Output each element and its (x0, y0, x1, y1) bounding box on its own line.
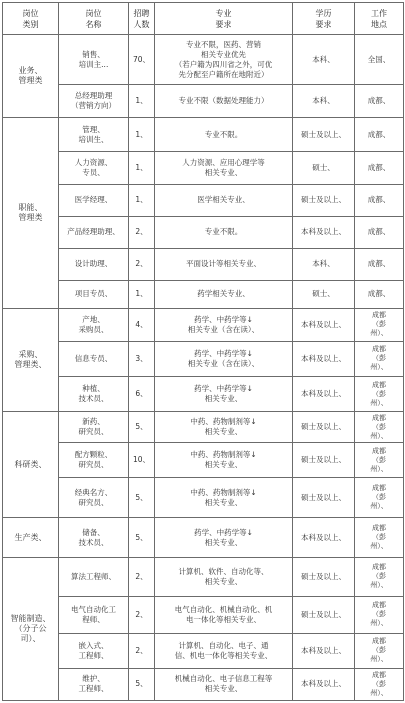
location-cell: 成都、 (355, 248, 404, 280)
position-cell: 管理、 培训生、 (59, 118, 129, 152)
location-cell: 成都 （彭 州）、 (355, 633, 404, 668)
headcount-cell: 1、 (129, 152, 155, 185)
position-cell: 经典名方、 研究员、 (59, 478, 129, 518)
table-row (3, 280, 404, 308)
header-category: 岗位 类别 (3, 3, 59, 35)
position-cell: 算法工程师、 (59, 558, 129, 596)
location-cell: 成都 （彭 州）、 (355, 478, 404, 518)
major-cell: 药学、中药学等↓ 相关专业（含在读）、 (155, 308, 293, 341)
category-cell: 业务、 管理类 (3, 35, 59, 118)
table-row (3, 118, 404, 152)
table-row (3, 518, 404, 558)
location-cell: 成都 （彭 州）、 (355, 596, 404, 633)
category-cell: 智能制造、 （分子公 司）、 (3, 558, 59, 701)
position-cell: 嵌入式、 工程师、 (59, 633, 129, 668)
education-cell: 硕士、 (293, 152, 355, 185)
headcount-cell: 10、 (129, 443, 155, 478)
category-cell: 科研类、 (3, 412, 59, 518)
position-cell: 储备、 技术员、 (59, 518, 129, 558)
table-row (3, 35, 404, 85)
education-cell: 本科、 (293, 85, 355, 118)
recruitment-table (2, 2, 404, 701)
category-cell: 职能、 管理类 (3, 118, 59, 309)
location-cell: 成都、 (355, 118, 404, 152)
position-cell: 设计助理、 (59, 248, 129, 280)
position-cell: 销售、 培训主... (59, 35, 129, 85)
position-cell: 产地、 采购员、 (59, 308, 129, 341)
header-education: 学历 要求 (293, 3, 355, 35)
header-row (3, 3, 404, 35)
headcount-cell: 70、 (129, 35, 155, 85)
location-cell: 成都、 (355, 185, 404, 216)
location-cell: 成都 （彭 州）、 (355, 558, 404, 596)
education-cell: 本科、 (293, 248, 355, 280)
category-cell: 采购、 管理类、 (3, 308, 59, 411)
position-cell: 维护、 工程师、 (59, 668, 129, 700)
location-cell: 成都、 (355, 152, 404, 185)
major-cell: 电气自动化、机械自动化、机 电一体化等相关专业、 (155, 596, 293, 633)
position-cell: 种植、 技术员、 (59, 376, 129, 411)
table-row (3, 185, 404, 216)
table-row (3, 668, 404, 700)
location-cell: 成都 （彭 州）、 (355, 412, 404, 443)
major-cell: 药学、中药学等↓ 相关专业（含在读）、 (155, 341, 293, 376)
major-cell: 专业不限。 (155, 216, 293, 248)
table-row (3, 412, 404, 443)
major-cell: 专业不限。 (155, 118, 293, 152)
location-cell: 成都 （彭 州）、 (355, 341, 404, 376)
major-cell: 医学相关专业、 (155, 185, 293, 216)
position-cell: 电气自动化工 程师、 (59, 596, 129, 633)
table-row (3, 633, 404, 668)
education-cell: 硕士及以上、 (293, 412, 355, 443)
education-cell: 硕士及以上、 (293, 118, 355, 152)
major-cell: 计算机、自动化、电子、通 信、机电一体化等相关专业、 (155, 633, 293, 668)
headcount-cell: 2、 (129, 596, 155, 633)
position-cell: 信息专员、 (59, 341, 129, 376)
headcount-cell: 1、 (129, 185, 155, 216)
position-cell: 配方颗粒、 研究员、 (59, 443, 129, 478)
location-cell: 成都、 (355, 216, 404, 248)
location-cell: 成都 （彭 州）、 (355, 518, 404, 558)
position-cell: 人力资源、 专员、 (59, 152, 129, 185)
table-row (3, 85, 404, 118)
major-cell: 人力资源、应用心理学等 相关专业、 (155, 152, 293, 185)
major-cell: 专业不限（数据处理能力） (155, 85, 293, 118)
headcount-cell: 1、 (129, 280, 155, 308)
headcount-cell: 5、 (129, 412, 155, 443)
table-row (3, 443, 404, 478)
header-major: 专业 要求 (155, 3, 293, 35)
table-row (3, 341, 404, 376)
category-cell: 生产类、 (3, 518, 59, 558)
major-cell: 专业不限，医药、营销 相关专业优先 （若户籍为四川省之外，可优 先分配至户籍所在地附近） (155, 35, 293, 85)
headcount-cell: 4、 (129, 308, 155, 341)
education-cell: 本科及以上、 (293, 633, 355, 668)
location-cell: 成都 （彭 州）、 (355, 668, 404, 700)
table-row (3, 152, 404, 185)
major-cell: 机械自动化、电子信息工程等 相关专业、 (155, 668, 293, 700)
location-cell: 成都、 (355, 280, 404, 308)
location-cell: 成都 （彭 州）、 (355, 443, 404, 478)
headcount-cell: 3、 (129, 341, 155, 376)
headcount-cell: 1、 (129, 85, 155, 118)
header-location: 工作 地点 (355, 3, 404, 35)
education-cell: 硕士及以上、 (293, 596, 355, 633)
header-headcount: 招聘 人数 (129, 3, 155, 35)
position-cell: 产品经理助理、 (59, 216, 129, 248)
major-cell: 药学、中药学等↓ 相关专业、 (155, 518, 293, 558)
position-cell: 项目专员、 (59, 280, 129, 308)
major-cell: 药学相关专业、 (155, 280, 293, 308)
table-row (3, 308, 404, 341)
education-cell: 硕士及以上、 (293, 558, 355, 596)
major-cell: 计算机、软件、自动化等、 相关专业、 (155, 558, 293, 596)
major-cell: 平面设计等相关专业、 (155, 248, 293, 280)
table-row (3, 216, 404, 248)
headcount-cell: 2、 (129, 216, 155, 248)
table-row (3, 478, 404, 518)
headcount-cell: 5、 (129, 518, 155, 558)
headcount-cell: 2、 (129, 633, 155, 668)
position-cell: 新药、 研究员、 (59, 412, 129, 443)
major-cell: 中药、药物制剂等↓ 相关专业、 (155, 443, 293, 478)
major-cell: 药学、中药学等↓ 相关专业、 (155, 376, 293, 411)
location-cell: 全国、 (355, 35, 404, 85)
education-cell: 硕士及以上、 (293, 443, 355, 478)
education-cell: 本科及以上、 (293, 518, 355, 558)
education-cell: 硕士及以上、 (293, 185, 355, 216)
location-cell: 成都、 (355, 85, 404, 118)
location-cell: 成都 （彭 州）、 (355, 376, 404, 411)
table-row (3, 596, 404, 633)
education-cell: 本科及以上、 (293, 668, 355, 700)
major-cell: 中药、药物制剂等↓ 相关专业、 (155, 478, 293, 518)
header-position: 岗位 名称 (59, 3, 129, 35)
headcount-cell: 2、 (129, 558, 155, 596)
headcount-cell: 5、 (129, 478, 155, 518)
headcount-cell: 1、 (129, 118, 155, 152)
education-cell: 本科及以上、 (293, 216, 355, 248)
location-cell: 成都 （彭 州）、 (355, 308, 404, 341)
position-cell: 医学经理、 (59, 185, 129, 216)
table-body (3, 35, 404, 701)
education-cell: 本科及以上、 (293, 341, 355, 376)
education-cell: 硕士及以上、 (293, 478, 355, 518)
table-row (3, 248, 404, 280)
table-row (3, 376, 404, 411)
headcount-cell: 2、 (129, 248, 155, 280)
table-row (3, 558, 404, 596)
position-cell: 总经理助理 （营销方向） (59, 85, 129, 118)
headcount-cell: 6、 (129, 376, 155, 411)
major-cell: 中药、药物制剂等↓ 相关专业、 (155, 412, 293, 443)
education-cell: 本科及以上、 (293, 376, 355, 411)
education-cell: 本科、 (293, 35, 355, 85)
headcount-cell: 5、 (129, 668, 155, 700)
education-cell: 硕士、 (293, 280, 355, 308)
education-cell: 本科及以上、 (293, 308, 355, 341)
